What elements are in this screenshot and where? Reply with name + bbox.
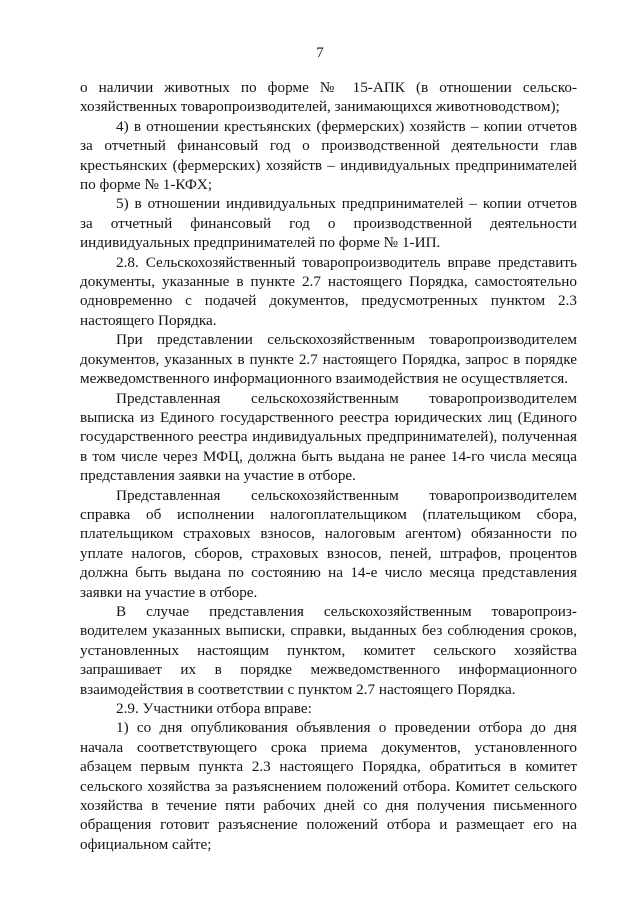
- paragraph-tax-certificate: Представленная сельскохозяйственным товаропроизводителем справка об исполнении налогоплательщиком (плательщиком сбора, плательщиком страховых взносов, налоговым агентом) обязанности по уплате налогов, сборов, страховых взносов, пеней, штрафов, процентов должна быть выдана по состоянию на 14-е число месяца представления заявки на участие в отборе.: [80, 486, 577, 601]
- page-number: 7: [316, 45, 324, 61]
- paragraph-2-9-participant-rights: 2.9. Участники отбора вправе:: [116, 700, 312, 717]
- paragraph-item-5-entrepreneur-reports: 5) в отношении индивидуальных предпринимателей – копии отчетов за отчетный финансовый год о производственной деятельности индивидуальных предпринимателей по форме № 1-ИП.: [80, 195, 577, 252]
- paragraph-continuation-livestock-form: о наличии животных по форме № 15-АПК (в отношении сельско-хозяйственных товаропроизводителей, занимающихся животноводством);: [80, 79, 577, 116]
- paragraph-2-8-self-submission: 2.8. Сельскохозяйственный товаропроизводитель вправе представить документы, указанные в пункте 2.7 настоящего Порядка, самостоятельно одновременно с подачей документов, предусмотренных пунктом 2.3 настоящего Порядка.: [80, 253, 577, 329]
- paragraph-item-4-farm-reports: 4) в отношении крестьянских (фермерских) хозяйств – копии отчетов за отчетный финансовый год о производственной деятельности глав крестьянских (фермерских) хозяйств – индивидуальных предпринимателей по форме № 1-КФХ;: [80, 117, 577, 194]
- paragraph-no-interagency-request: При представлении сельскохозяйственным товаропроизводителем документов, указанных в пункте 2.7 настоящего Порядка, запрос в порядке межведомственного информационного взаимодействия не осуществляется.: [80, 331, 577, 388]
- paragraph-deadline-violation: В случае представления сельскохозяйственным товаропроиз-водителем указанных выписки, справки, выданных без соблюдения сроков, установленных настоящим пунктом, комитет сельского хозяйства запрашивает их в порядке межведомственного информационного взаимодействия в соответствии с пунктом 2.7 настоящего Порядка.: [80, 602, 577, 698]
- paragraph-item-1-clarification-request: 1) со дня опубликования объявления о проведении отбора до дня начала соответствующего срока приема документов, установленного абзацем первым пункта 2.3 настоящего Порядка, обратиться в комитет сельского хозяйства за разъяснением положений отбора. Комитет сельского хозяйства в течение пяти рабочих дней со дня получения письменного обращения готовит разъяснение положений отбора и размещает его на официальном сайте;: [80, 719, 577, 853]
- paragraph-registry-extract: Представленная сельскохозяйственным товаропроизводителем выписка из Единого государственного реестра юридических лиц (Единого государственного реестра индивидуальных предпринимателей), полученная в том числе через МФЦ, должна быть выдана не ранее 14-го числа месяца представления заявки на участие в отборе.: [80, 389, 577, 485]
- document-body: [80, 78, 577, 854]
